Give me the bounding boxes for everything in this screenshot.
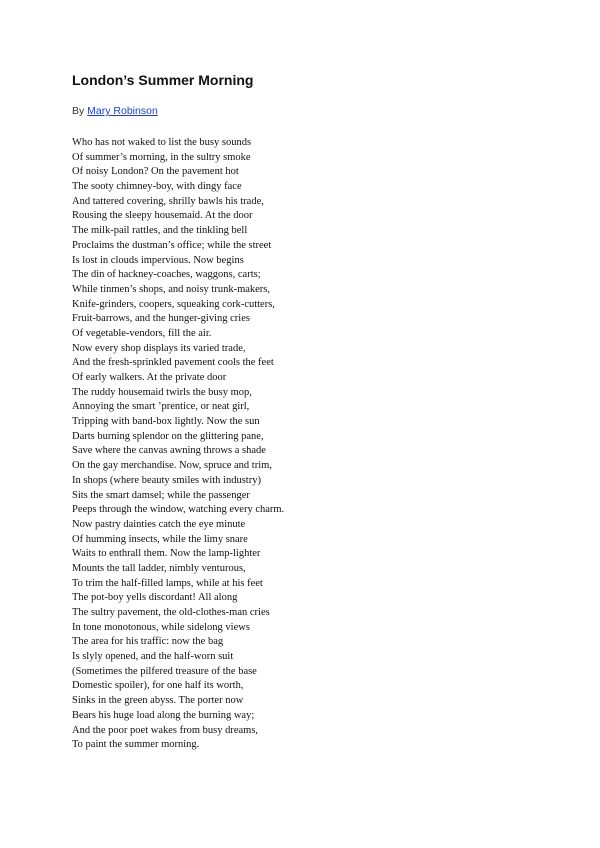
poem-line: Peeps through the window, watching every charm. <box>72 504 285 516</box>
poem-line: Now every shop displays its varied trade, <box>72 342 246 354</box>
poem-line: Darts burning splendor on the glittering pane, <box>72 430 264 442</box>
poem-line: Of summer’s morning, in the sultry smoke <box>72 151 251 163</box>
poem-line: Of vegetable-vendors, fill the air. <box>72 327 212 339</box>
poem-line: Who has not waked to list the busy sounds <box>72 137 252 148</box>
poem-line: To paint the summer morning. <box>72 739 200 751</box>
poem-line: Fruit-barrows, and the hunger-giving cries <box>72 313 250 325</box>
poem-line: Domestic spoiler), for one half its worth, <box>72 680 244 692</box>
poem-line: The area for his traffic: now the bag <box>72 636 224 648</box>
poem-line: The din of hackney-coaches, waggons, carts; <box>72 269 261 281</box>
poem-line: Waits to enthrall them. Now the lamp-lighter <box>72 548 261 560</box>
poem-title: London’s Summer Morning <box>72 72 254 88</box>
poem-line: Annoying the smart ’prentice, or neat girl, <box>72 401 250 413</box>
poem-line: To trim the half-filled lamps, while at his feet <box>72 577 263 589</box>
poem-body <box>72 136 284 753</box>
poem-line: While tinmen’s shops, and noisy trunk-makers, <box>72 283 271 295</box>
poem-line: Sits the smart damsel; while the passenger <box>72 489 250 501</box>
byline-prefix: By <box>72 105 88 117</box>
poem-line: Knife-grinders, coopers, squeaking cork-cutters, <box>72 298 275 310</box>
poem-line: Of early walkers. At the private door <box>72 372 227 383</box>
byline <box>72 104 158 118</box>
poem-line: Is lost in clouds impervious. Now begins <box>72 254 244 266</box>
poem-line: The sooty chimney-boy, with dingy face <box>72 181 242 193</box>
poem-line: And the poor poet wakes from busy dreams, <box>72 724 259 736</box>
poem-line: Tripping with band-box lightly. Now the sun <box>72 416 260 428</box>
poem-line: Of humming insects, while the limy snare <box>72 533 248 545</box>
poem-line: The sultry pavement, the old-clothes-man cries <box>72 607 270 618</box>
poem-line: In tone monotonous, while sidelong views <box>72 621 250 633</box>
poem-line: Of noisy London? On the pavement hot <box>72 166 239 178</box>
poem-line: The ruddy housemaid twirls the busy mop, <box>72 386 252 398</box>
poem-line: And tattered covering, shrilly bawls his trade, <box>72 195 264 207</box>
poem-line: On the gay merchandise. Now, spruce and trim, <box>72 460 272 472</box>
poem-line: The milk-pail rattles, and the tinkling bell <box>72 225 248 237</box>
poem-line: And the fresh-sprinkled pavement cools the feet <box>72 357 274 369</box>
poem-line: Proclaims the dustman’s office; while the street <box>72 239 272 251</box>
poem-line: Mounts the tall ladder, nimbly venturous, <box>72 562 246 574</box>
poem-line: (Sometimes the pilfered treasure of the base <box>72 665 257 677</box>
poem-line: Now pastry dainties catch the eye minute <box>72 518 246 530</box>
poem-line: Sinks in the green abyss. The porter now <box>72 695 244 707</box>
poem-line: Bears his huge load along the burning way; <box>72 709 255 721</box>
poem-line: Rousing the sleepy housemaid. At the door <box>72 210 253 222</box>
poem-line: The pot-boy yells discordant! All along <box>72 592 238 604</box>
poem-line: In shops (where beauty smiles with industry) <box>72 474 261 486</box>
poem-line: Save where the canvas awning throws a shade <box>72 445 266 457</box>
author-link[interactable]: Mary Robinson <box>87 105 158 117</box>
poem-line: Is slyly opened, and the half-worn suit <box>72 651 234 663</box>
